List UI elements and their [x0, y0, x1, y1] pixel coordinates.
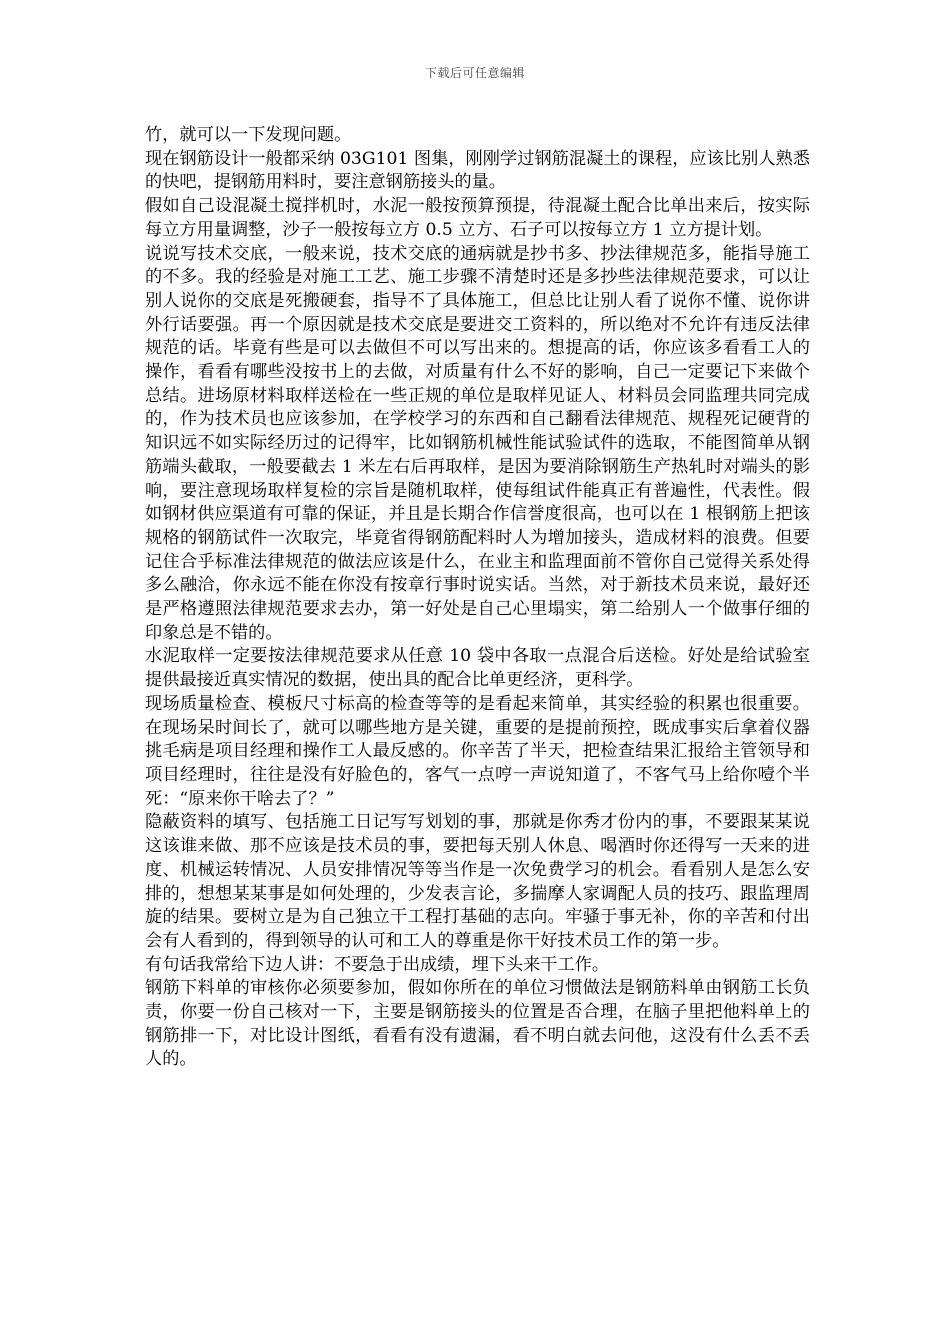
paragraph: 钢筋下料单的审核你必须要参加，假如你所在的单位习惯做法是钢筋料单由钢筋工长负责，你要一份自己核对一下，主要是钢筋接头的位置是否合理，在脑子里把他料单上的钢筋排一下，对比设计图纸，看看有没有遗漏，看不明白就去问他，这没有什么丢不丢人的。 [145, 978, 810, 1070]
document-body [145, 124, 810, 1072]
paragraph: 现场质量检查、模板尺寸标高的检查等等的是看起来简单，其实经验的积累也很重要。在现场呆时间长了，就可以哪些地方是关键，重要的是提前预控，既成事实后拿着仪器挑毛病是项目经理和操作工人最反感的。你辛苦了半天，把检查结果汇报给主管领导和项目经理时，往往是没有好脸色的，客气一点哼一声说知道了，不客气马上给你噎个半死：“原来你干啥去了？” [145, 693, 810, 809]
paragraph: 有句话我常给下边人讲：不要急于出成绩，埋下头来干工作。 [145, 954, 610, 975]
paragraph: 假如自己设混凝土搅拌机时，水泥一般按预算预提，待混凝土配合比单出来后，按实际每立方用量调整，沙子一般按每立方 0.5 立方、石子可以按每立方 1 立方提计划。 [145, 196, 810, 240]
paragraph: 隐蔽资料的填写、包括施工日记写写划划的事，那就是你秀才份内的事，不要跟某某说这该谁来做、那不应该是技术员的事，要把每天别人休息、喝酒时你还得写一天来的进度、机械运转情况、人员安排情况等等当作是一次免费学习的机会。看看别人是怎么安排的，想想某某事是如何处理的，少发表言论，多揣摩人家调配人员的技巧、跟监理周旋的结果。要树立是为自己独立干工程打基础的志向。牢骚于事无补，你的辛苦和付出会有人看到的，得到领导的认可和工人的尊重是你干好技术员工作的第一步。 [145, 812, 810, 951]
paragraph: 现在钢筋设计一般都采纳 03G101 图集，刚刚学过钢筋混凝土的课程，应该比别人熟悉的快吧，提钢筋用料时，要注意钢筋接头的量。 [145, 148, 810, 193]
paragraph: 水泥取样一定要按法律规范要求从任意 10 袋中各取一点混合后送检。好处是给试验室提供最接近真实情况的数据，使出具的配合比单更经济，更科学。 [145, 646, 810, 691]
page-header: 下载后可任意编辑 [424, 66, 525, 80]
paragraph: 竹，就可以一下发现问题。 [145, 125, 352, 145]
paragraph: 说说写技术交底，一般来说，技术交底的通病就是抄书多、抄法律规范多，能指导施工的不多。我的经验是对施工工艺、施工步骤不清楚时还是多抄些法律规范要求，可以让别人说你的交底是死搬硬套，指导不了具体施工，但总比让别人看了说你不懂、说你讲外行话要强。再一个原因就是技术交底是要进交工资料的，所以绝对不允许有违反法律规范的话。毕竟有些是可以去做但不可以写出来的。想提高的话，你应该多看看工人的操作，看看有哪些没按书上的去做，对质量有什么不好的影响，自己一定要记下来做个总结。进场原材料取样送检在一些正规的单位是取样见证人、材料员会同监理共同完成的，作为技术员也应该参加，在学校学习的东西和自己翻看法律规范、规程死记硬背的知识远不如实际经历过的记得牢，比如钢筋机械性能试验试件的选取，不能图简单从钢筋端头截取，一般要截去 1 米左右后再取样，是因为要消除钢筋生产热轧时对端头的影响，要注意现场取样复检的宗旨是随机取样，使每组试件能真正有普遍性，代表性。假如钢材供应渠道有可靠的保证，并且是长期合作信誉度很高，也可以在 1 根钢筋上把该规格的钢筋试件一次取完，毕竟省得钢筋配料时人为增加接头，造成材料的浪费。但要记住合乎标准法律规范的做法应该是什么，在业主和监理面前不管你自己觉得关系处得多么融洽，你永远不能在你没有按章行事时说实话。当然，对于新技术员来说，最好还是严格遵照法律规范要求去办，第一好处是自己心里塌实，第二给别人一个做事仔细的印象总是不错的。 [145, 243, 810, 643]
